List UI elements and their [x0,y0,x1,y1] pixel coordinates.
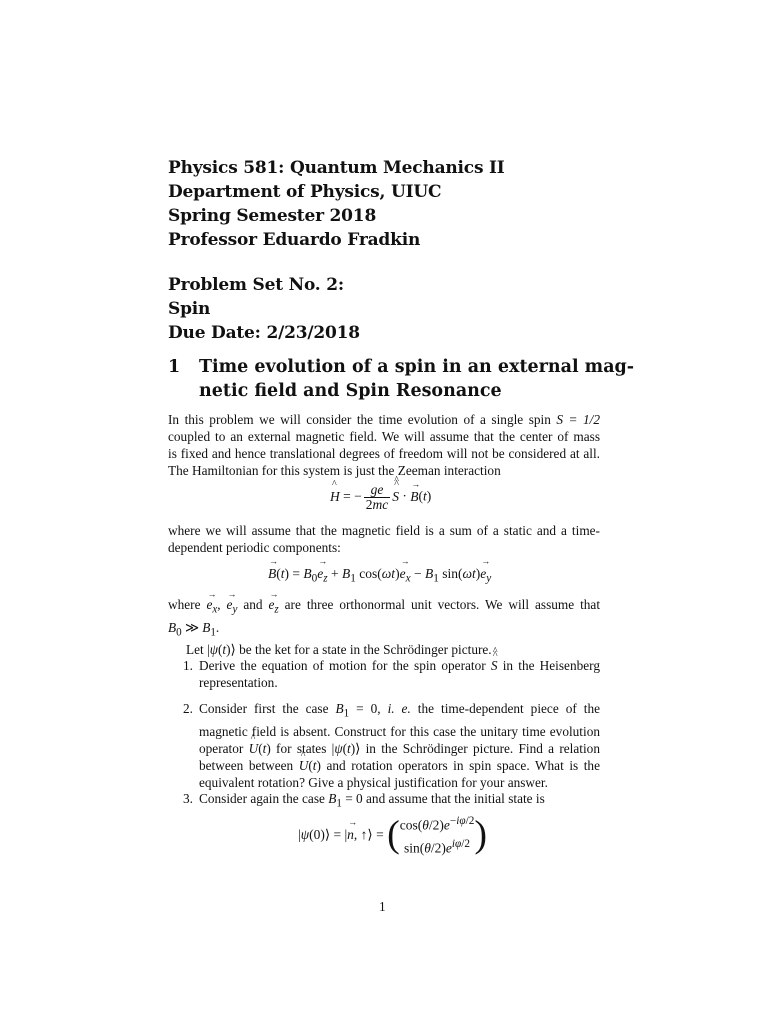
item-2-number: 2. [183,701,193,716]
field-paragraph [168,522,600,556]
department: Department of Physics, UIUC [168,182,442,202]
field-equation: → $B(t) = B_0\to e_z + B_1$ $\cos(\omega t)\to e_x - B_1$ $\sin(\omega t)\to e_y$ [268,566,491,585]
course-title: Physics 581: Quantum Mechanics II [168,158,505,178]
item-1-number: 1. [183,658,193,673]
section-number: 1 [168,357,181,377]
professor: Professor Eduardo Fradkin [168,230,421,250]
section-title-line2: netic field and Spin Resonance [199,381,502,401]
list-item-3: 3. Consider again the case $B_1 = 0$ and assume that the initial state is [183,791,545,810]
due-date: Due Date: 2/23/2018 [168,323,360,343]
hamiltonian-equation: ^ H = − $\frac{ge}{2mc}$ ^ S ^ · → B(t) [330,483,431,512]
section-title-line1: Time evolution of a spin in an external mag- [199,357,635,377]
intro-line-4: The Hamiltonian for this system is just the Zeeman interaction [168,463,501,478]
problem-set-topic: Spin [168,299,211,319]
intro-paragraph [168,411,600,479]
list-item-2: 2. Consider first the case $B_1 = 0$, i. e. the time-dependent piece of the magnetic field is absent. Construct for this case the unitary time evolution operator ^ U(t) for states |ψ(t)⟩ in the Schrödinger picture. Find a relation between between ^ U(t) and rotation operators in spin space. What is the equivalent rotation? Give a physical justification for your answer. [183,700,600,791]
intro-line-2: coupled to an external magnetic field. We will assume that the center of mass [168,429,600,444]
semester: Spring Semester 2018 [168,206,377,226]
intro-line-1: In this problem we will consider the time evolution of a single spin S = 1/2 [168,412,601,427]
field-line-1: where we will assume that the magnetic field is a sum of a static and a time- [168,523,600,538]
item-3-number: 3. [183,791,193,806]
list-item-1: 1. Derive the equation of motion for the spin operator ^ S ^ in the Heisenberg representation. [183,657,600,691]
page-number: 1 [379,899,386,914]
problem-set-number: Problem Set No. 2: [168,275,344,295]
vectors-paragraph: where → $e_x$, → $e_y$ and → $e_z$ are three orthonormal unit vectors. We will assume that $B_0$ ≫ $B_1$. Let |ψ(t)⟩ be the ket for a state in the Schrödinger picture. [168,596,600,658]
spin-value: S = 1/2 [556,412,601,427]
initial-state-equation: |ψ(0)⟩ = |→ n, ↑⟩ = ($\cos(\theta/2)e^{-i\varphi/2}$ $\sin(\theta/2)e^{i\varphi/2}$ ) [298,812,487,857]
field-line-2: dependent periodic components: [168,540,341,555]
intro-line-3: is fixed and hence translational degrees of freedom will not be considered at all. [168,446,600,461]
